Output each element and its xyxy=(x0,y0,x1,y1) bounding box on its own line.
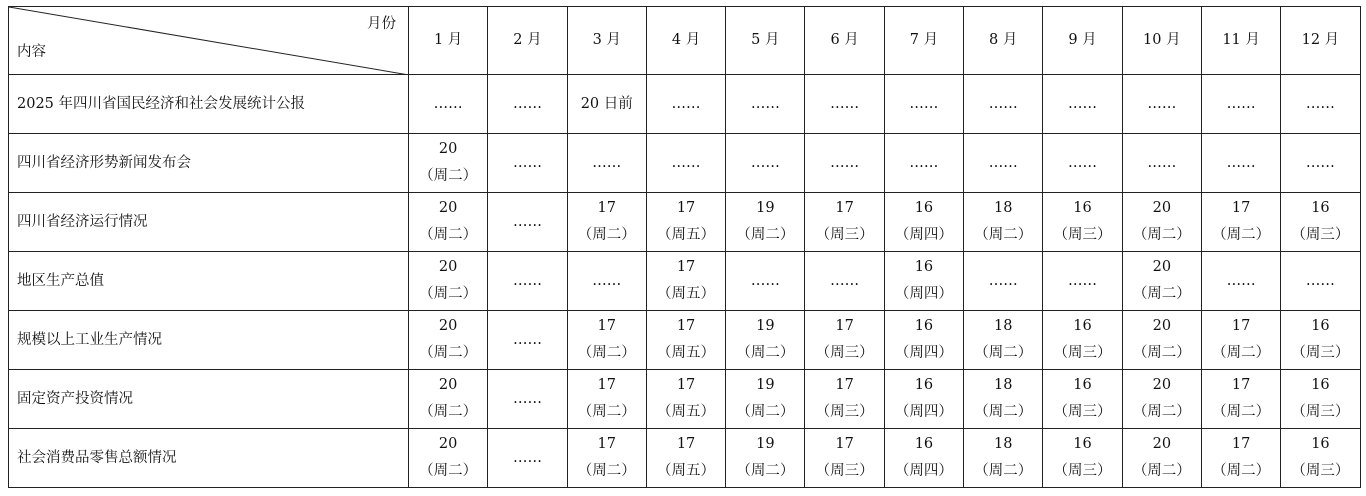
schedule-cell xyxy=(1122,193,1201,252)
no-release-ellipsis: …… xyxy=(909,154,939,171)
schedule-cell xyxy=(1201,193,1280,252)
schedule-cell xyxy=(805,429,884,488)
weekday-label: （周二） xyxy=(1132,345,1191,361)
schedule-cell xyxy=(409,370,488,429)
release-day: 18 xyxy=(994,200,1013,216)
release-day: 17 xyxy=(597,200,616,216)
schedule-cell xyxy=(964,252,1043,311)
weekday-label: （周二） xyxy=(974,463,1033,479)
header-row xyxy=(9,7,1361,75)
weekday-label: （周三） xyxy=(815,345,874,361)
release-schedule-table xyxy=(8,6,1361,488)
no-release-ellipsis: …… xyxy=(1226,272,1256,289)
weekday-label: （周二） xyxy=(1132,404,1191,420)
row-label: 四川省经济形势新闻发布会 xyxy=(9,134,409,193)
month-header-3: 3 月 xyxy=(567,7,646,75)
schedule-cell xyxy=(1201,311,1280,370)
release-day: 17 xyxy=(676,200,696,216)
no-release-ellipsis: …… xyxy=(830,95,860,112)
schedule-cell xyxy=(646,370,725,429)
weekday-label: （周三） xyxy=(815,227,874,243)
schedule-cell xyxy=(964,75,1043,134)
no-release-ellipsis: …… xyxy=(988,95,1018,112)
weekday-label: （周四） xyxy=(894,345,953,361)
weekday-label: （周四） xyxy=(894,463,953,479)
weekday-label: （周五） xyxy=(657,404,716,420)
weekday-label: （周二） xyxy=(419,404,478,420)
weekday-label: （周五） xyxy=(657,286,716,302)
schedule-cell xyxy=(1122,252,1201,311)
release-day: 17 xyxy=(1231,377,1251,393)
schedule-cell xyxy=(964,311,1043,370)
release-day: 17 xyxy=(676,436,696,452)
weekday-label: （周二） xyxy=(577,227,636,243)
schedule-cell xyxy=(1043,134,1122,193)
schedule-cell xyxy=(726,75,805,134)
weekday-label: （周二） xyxy=(1212,227,1271,243)
weekday-label: （周三） xyxy=(1053,463,1112,479)
schedule-cell xyxy=(567,252,646,311)
schedule-cell xyxy=(964,193,1043,252)
schedule-cell xyxy=(409,252,488,311)
schedule-cell xyxy=(567,370,646,429)
no-release-ellipsis: …… xyxy=(909,95,939,112)
release-day: 19 xyxy=(756,318,775,334)
release-day: 17 xyxy=(835,377,854,393)
table-row xyxy=(9,370,1361,429)
no-release-ellipsis: …… xyxy=(750,95,780,112)
schedule-cell xyxy=(1281,429,1360,488)
schedule-cell xyxy=(488,75,567,134)
schedule-cell xyxy=(1043,75,1122,134)
release-day: 20 xyxy=(438,200,458,216)
weekday-label: （周二） xyxy=(419,345,478,361)
release-day: 16 xyxy=(914,436,934,452)
schedule-cell xyxy=(1043,193,1122,252)
month-corner-label: 月份 xyxy=(367,16,396,32)
row-label: 地区生产总值 xyxy=(9,252,409,311)
release-day: 20 xyxy=(1152,200,1172,216)
schedule-cell xyxy=(1201,370,1280,429)
schedule-cell xyxy=(1281,311,1360,370)
no-release-ellipsis: …… xyxy=(512,331,542,348)
release-day: 16 xyxy=(1073,200,1092,216)
diagonal-divider xyxy=(9,7,409,75)
release-day: 19 xyxy=(756,200,775,216)
weekday-label: （周二） xyxy=(736,227,795,243)
schedule-cell xyxy=(964,134,1043,193)
schedule-cell xyxy=(646,75,725,134)
weekday-label: （周三） xyxy=(1053,404,1112,420)
schedule-cell xyxy=(646,311,725,370)
release-day: 20 xyxy=(438,318,458,334)
no-release-ellipsis: …… xyxy=(1147,154,1177,171)
no-release-ellipsis: …… xyxy=(1068,95,1098,112)
release-day: 17 xyxy=(597,436,616,452)
weekday-label: （周三） xyxy=(1053,345,1112,361)
schedule-cell xyxy=(567,429,646,488)
release-day: 18 xyxy=(994,318,1013,334)
schedule-cell xyxy=(1043,311,1122,370)
month-header-7: 7 月 xyxy=(884,7,963,75)
schedule-cell xyxy=(409,75,488,134)
release-schedule-document xyxy=(8,6,1361,488)
release-note: 20 日前 xyxy=(580,95,633,112)
schedule-cell xyxy=(805,252,884,311)
no-release-ellipsis: …… xyxy=(1226,95,1256,112)
release-day: 20 xyxy=(1152,377,1172,393)
schedule-cell xyxy=(409,134,488,193)
schedule-cell xyxy=(646,429,725,488)
schedule-cell xyxy=(1043,429,1122,488)
schedule-cell xyxy=(646,193,725,252)
release-day: 19 xyxy=(756,436,775,452)
schedule-cell xyxy=(1201,252,1280,311)
release-day: 16 xyxy=(914,318,934,334)
release-day: 17 xyxy=(676,259,696,275)
month-header-12: 12 月 xyxy=(1281,7,1360,75)
weekday-label: （周二） xyxy=(577,463,636,479)
weekday-label: （周二） xyxy=(419,286,478,302)
schedule-cell xyxy=(805,75,884,134)
table-row xyxy=(9,134,1361,193)
schedule-cell xyxy=(488,134,567,193)
release-day: 20 xyxy=(1152,318,1172,334)
weekday-label: （周二） xyxy=(1132,463,1191,479)
schedule-cell xyxy=(805,193,884,252)
weekday-label: （周三） xyxy=(1291,463,1350,479)
release-day: 20 xyxy=(438,436,458,452)
weekday-label: （周三） xyxy=(1291,404,1350,420)
weekday-label: （周五） xyxy=(657,345,716,361)
content-corner-label: 内容 xyxy=(17,44,46,60)
month-header-10: 10 月 xyxy=(1122,7,1201,75)
schedule-cell xyxy=(726,429,805,488)
release-day: 19 xyxy=(756,377,775,393)
no-release-ellipsis: …… xyxy=(830,154,860,171)
release-day: 17 xyxy=(1231,200,1251,216)
no-release-ellipsis: …… xyxy=(592,154,622,171)
schedule-cell xyxy=(964,429,1043,488)
schedule-cell xyxy=(1043,370,1122,429)
weekday-label: （周三） xyxy=(815,404,874,420)
no-release-ellipsis: …… xyxy=(1305,272,1335,289)
weekday-label: （周四） xyxy=(894,404,953,420)
no-release-ellipsis: …… xyxy=(671,154,701,171)
schedule-cell xyxy=(1122,75,1201,134)
schedule-cell xyxy=(488,370,567,429)
row-label: 固定资产投资情况 xyxy=(9,370,409,429)
weekday-label: （周二） xyxy=(419,227,478,243)
release-day: 16 xyxy=(1311,200,1330,216)
release-day: 16 xyxy=(1073,318,1092,334)
schedule-cell xyxy=(567,134,646,193)
weekday-label: （周二） xyxy=(419,463,478,479)
schedule-cell xyxy=(1281,252,1360,311)
weekday-label: （周二） xyxy=(974,345,1033,361)
schedule-cell xyxy=(567,193,646,252)
row-label: 2025 年四川省国民经济和社会发展统计公报 xyxy=(9,75,409,134)
schedule-cell xyxy=(488,252,567,311)
no-release-ellipsis: …… xyxy=(1226,154,1256,171)
release-day: 16 xyxy=(1311,318,1330,334)
no-release-ellipsis: …… xyxy=(1068,272,1098,289)
weekday-label: （周二） xyxy=(736,463,795,479)
schedule-cell xyxy=(884,252,963,311)
month-header-2: 2 月 xyxy=(488,7,567,75)
table-row xyxy=(9,75,1361,134)
weekday-label: （周二） xyxy=(577,345,636,361)
no-release-ellipsis: …… xyxy=(1305,95,1335,112)
schedule-cell xyxy=(1122,370,1201,429)
release-day: 17 xyxy=(597,377,616,393)
no-release-ellipsis: …… xyxy=(1305,154,1335,171)
no-release-ellipsis: …… xyxy=(750,272,780,289)
weekday-label: （周三） xyxy=(815,463,874,479)
weekday-label: （周五） xyxy=(657,227,716,243)
no-release-ellipsis: …… xyxy=(1068,154,1098,171)
month-header-1: 1 月 xyxy=(409,7,488,75)
schedule-cell xyxy=(1281,134,1360,193)
release-day: 16 xyxy=(914,259,934,275)
weekday-label: （周二） xyxy=(974,404,1033,420)
schedule-cell xyxy=(1122,134,1201,193)
schedule-cell xyxy=(805,311,884,370)
schedule-cell xyxy=(1201,134,1280,193)
schedule-cell xyxy=(567,75,646,134)
release-day: 17 xyxy=(835,318,854,334)
release-day: 17 xyxy=(835,436,854,452)
schedule-cell xyxy=(1122,429,1201,488)
schedule-cell xyxy=(1043,252,1122,311)
schedule-cell xyxy=(884,134,963,193)
no-release-ellipsis: …… xyxy=(512,154,542,171)
release-day: 20 xyxy=(438,259,458,275)
schedule-cell xyxy=(409,193,488,252)
schedule-cell xyxy=(884,311,963,370)
schedule-cell xyxy=(409,429,488,488)
weekday-label: （周三） xyxy=(1053,227,1112,243)
weekday-label: （周三） xyxy=(1291,345,1350,361)
month-header-11: 11 月 xyxy=(1201,7,1280,75)
table-row xyxy=(9,311,1361,370)
release-day: 17 xyxy=(835,200,854,216)
weekday-label: （周四） xyxy=(894,286,953,302)
schedule-cell xyxy=(1281,193,1360,252)
weekday-label: （周二） xyxy=(419,168,478,184)
schedule-cell xyxy=(488,429,567,488)
no-release-ellipsis: …… xyxy=(433,95,463,112)
weekday-label: （周四） xyxy=(894,227,953,243)
schedule-cell xyxy=(964,370,1043,429)
no-release-ellipsis: …… xyxy=(512,213,542,230)
schedule-cell xyxy=(726,311,805,370)
row-label: 社会消费品零售总额情况 xyxy=(9,429,409,488)
no-release-ellipsis: …… xyxy=(830,272,860,289)
release-day: 17 xyxy=(597,318,616,334)
schedule-cell xyxy=(884,75,963,134)
table-row xyxy=(9,252,1361,311)
schedule-cell xyxy=(1201,75,1280,134)
release-day: 16 xyxy=(1073,377,1092,393)
release-day: 16 xyxy=(914,200,934,216)
release-day: 17 xyxy=(676,377,696,393)
schedule-cell xyxy=(646,134,725,193)
header-corner-cell xyxy=(9,7,409,75)
schedule-cell xyxy=(726,370,805,429)
release-day: 20 xyxy=(438,377,458,393)
schedule-cell xyxy=(646,252,725,311)
release-day: 17 xyxy=(1231,318,1251,334)
weekday-label: （周二） xyxy=(1132,286,1191,302)
schedule-cell xyxy=(726,193,805,252)
weekday-label: （周五） xyxy=(657,463,716,479)
schedule-cell xyxy=(1122,311,1201,370)
weekday-label: （周三） xyxy=(1291,227,1350,243)
release-day: 17 xyxy=(1231,436,1251,452)
schedule-cell xyxy=(1281,370,1360,429)
weekday-label: （周二） xyxy=(1212,404,1271,420)
month-header-5: 5 月 xyxy=(726,7,805,75)
weekday-label: （周二） xyxy=(736,345,795,361)
no-release-ellipsis: …… xyxy=(512,272,542,289)
weekday-label: （周二） xyxy=(736,404,795,420)
weekday-label: （周二） xyxy=(1212,463,1271,479)
schedule-cell xyxy=(409,311,488,370)
schedule-cell xyxy=(488,193,567,252)
no-release-ellipsis: …… xyxy=(512,449,542,466)
release-day: 16 xyxy=(914,377,934,393)
schedule-cell xyxy=(884,370,963,429)
release-day: 16 xyxy=(1073,436,1092,452)
month-header-9: 9 月 xyxy=(1043,7,1122,75)
no-release-ellipsis: …… xyxy=(512,390,542,407)
no-release-ellipsis: …… xyxy=(1147,95,1177,112)
month-header-8: 8 月 xyxy=(964,7,1043,75)
row-label: 四川省经济运行情况 xyxy=(9,193,409,252)
schedule-cell xyxy=(805,370,884,429)
release-day: 20 xyxy=(1152,259,1172,275)
month-header-4: 4 月 xyxy=(646,7,725,75)
release-day: 20 xyxy=(438,141,458,157)
schedule-cell xyxy=(805,134,884,193)
release-day: 16 xyxy=(1311,436,1330,452)
schedule-cell xyxy=(1201,429,1280,488)
no-release-ellipsis: …… xyxy=(671,95,701,112)
schedule-cell xyxy=(726,252,805,311)
weekday-label: （周二） xyxy=(1132,227,1191,243)
release-day: 20 xyxy=(1152,436,1172,452)
schedule-cell xyxy=(884,429,963,488)
no-release-ellipsis: …… xyxy=(512,95,542,112)
schedule-cell xyxy=(884,193,963,252)
month-header-6: 6 月 xyxy=(805,7,884,75)
weekday-label: （周二） xyxy=(974,227,1033,243)
table-row xyxy=(9,429,1361,488)
weekday-label: （周二） xyxy=(577,404,636,420)
weekday-label: （周二） xyxy=(1212,345,1271,361)
schedule-cell xyxy=(1281,75,1360,134)
release-day: 16 xyxy=(1311,377,1330,393)
row-label: 规模以上工业生产情况 xyxy=(9,311,409,370)
no-release-ellipsis: …… xyxy=(988,154,1018,171)
no-release-ellipsis: …… xyxy=(988,272,1018,289)
schedule-cell xyxy=(726,134,805,193)
release-day: 17 xyxy=(676,318,696,334)
release-day: 18 xyxy=(994,377,1013,393)
release-day: 18 xyxy=(994,436,1013,452)
table-row xyxy=(9,193,1361,252)
schedule-cell xyxy=(488,311,567,370)
no-release-ellipsis: …… xyxy=(592,272,622,289)
no-release-ellipsis: …… xyxy=(750,154,780,171)
schedule-cell xyxy=(567,311,646,370)
